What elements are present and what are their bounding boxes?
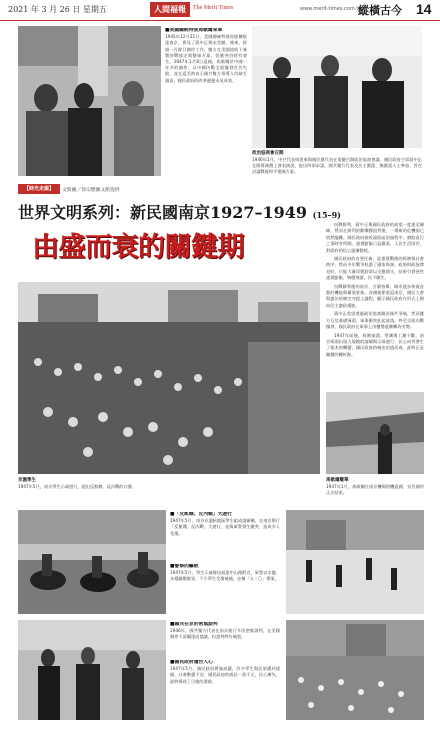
page-title xyxy=(18,200,341,223)
site-url: www.merit-times.com.tw xyxy=(300,6,363,12)
photo-marshall-departure xyxy=(326,392,424,474)
page-header xyxy=(0,0,440,21)
paragraph: 國民政府的首要任務，是重建戰後的經濟與社會秩序。然而多年戰爭耗盡了國家資源，政府財政捉襟見肘，只能大量印製鈔票以支應開支，結果引發惡性通貨膨脹，物價飛漲，民不聊生。 xyxy=(326,256,424,281)
caption-martial-law-text: 1947年5月，國民政府實施戒嚴，許多學生與民眾遭到逮捕，社會動盪不安，國民政府的威信一落千丈，民心漸失，最終導致了日後的潰敗。 xyxy=(170,666,280,684)
caption-departure: 1947年1月，馬歇爾在南京機場搭機返國，宣告調停正式結束。 xyxy=(326,484,424,496)
paragraph: 蔣中正希望透過政治協商解決國共爭端，然而雙方互信基礎薄弱，軍事衝突此起彼落，終至全面內戰爆發，國民政府在軍事上由優勢逐漸轉為劣勢。 xyxy=(326,311,424,330)
photo-street-protest xyxy=(286,510,424,614)
caption-martial-law xyxy=(170,660,280,720)
photo-talks xyxy=(18,620,166,720)
series-tag: 【時光走廊】 xyxy=(18,184,60,194)
page-number: 14 xyxy=(416,1,432,17)
photo-political-consultation xyxy=(252,26,422,148)
caption-negotiations-title: ■國共在京的密集談判 xyxy=(170,622,218,627)
photo-marshall-meeting xyxy=(18,26,161,176)
caption-marshall xyxy=(165,28,247,176)
page-title-text: 世界文明系列：新民國南京1927–1949 xyxy=(18,203,308,222)
caption-marshall-text: 1945年12月21日，美國總統特使馬歇爾抵達南京，會見了蔣中正與宋美齡。後來，經過一百餘日調停工作，雙方在美國協助下簽署停戰協定與整軍方案，但衝突仍時有發生。1947年1月8日返國，馬歇爾於中國一年多的調停，以中國內戰全面爆發宣告失敗，並在返美時表示國共雙方領導人均缺乏誠意，國民政府的改革遲遲未見成效。 xyxy=(165,34,247,83)
headline: 由盛而衰的關鍵期 xyxy=(32,232,244,263)
caption-marshall-title: ■美國總統特使馬歇爾來華 xyxy=(165,28,223,33)
newspaper-logo-english: The Merit Times xyxy=(193,5,234,11)
caption-police-dispersal xyxy=(170,564,280,612)
caption-students-label: 京滬學生 xyxy=(18,478,36,483)
caption-protest-march-text: 1947年5月，南京京滬杭地區學生組成請願團，在南京舉行「反飢餓、反內戰」大遊行，並與軍警發生衝突，造成多人受傷。 xyxy=(170,518,280,536)
newspaper-logo: 人間福報 xyxy=(150,2,190,17)
caption-political-consultation: 1946年1月，中共代表周恩來與國民黨代表在重慶召開政治協商會議，國民政府主席蔣中正在開幕典禮上發表演說，提出四項承諾，國共雙方代表及民主黨派、無黨派人士參加，旨在討論戰後和平建國方案。 xyxy=(252,157,422,175)
section-name: 縱橫古今 xyxy=(358,4,402,17)
caption-protest-march-title: ■「反飢餓、反內戰」大遊行 xyxy=(170,512,233,517)
issue-date: 2021 年 3 月 26 日 星期五 xyxy=(8,5,107,14)
paragraph: 抗戰勝利，蔣中正與國民政府的威望一度達至巔峰，然而在勝利的歡樂聲浪背後，一場新的危機卻已悄然醞釀。國民政府接收淪陷區的過程中，腐敗貪污之事時有所聞，通貨膨脹日益嚴重，人民生活困苦，對政府的信心逐漸動搖。 xyxy=(326,222,424,253)
caption-police-dispersal-title: ■警察的驅散 xyxy=(170,564,199,569)
caption-departure-label: 馬歇爾離華 xyxy=(326,478,349,483)
caption-negotiations xyxy=(170,622,280,656)
caption-police-dispersal-text: 1947年5月，學生示威隊伍抵達中山路附近，軍警以水龍、木棍驅散群眾，不少學生受傷被捕，史稱「五二〇」慘案。 xyxy=(170,570,280,582)
caption-negotiations-text: 1946年，國共雙方代表在南京進行多次密集談判，在美國調停下試圖達成協議，但談判終告破裂。 xyxy=(170,628,280,640)
paragraph: 抗戰勝利後的南京，百廢待舉，城市逐步恢復首都的機能與繁榮景象，各國使節重返南京，國民大會與憲法的制定亦提上議程，顯示國民政府在形式上朝向民主憲政邁進。 xyxy=(326,283,424,308)
photo-square xyxy=(286,620,424,720)
caption-martial-law-title: ■國民政府遷台人心 xyxy=(170,660,213,665)
photo-student-crowd xyxy=(18,282,320,474)
paragraph: 1947年前後，經濟崩潰、學潮與工潮不斷，南京街頭出現大規模的請願與示威遊行，民心向背發生了根本的轉變，國民政府的統治由盛而衰，此時正是關鍵的轉折點。 xyxy=(326,332,424,357)
series-number: (15–9) xyxy=(312,210,341,220)
caption-students: 1947年5月，南京學生示威遊行，提出反飢餓、反內戰的口號。 xyxy=(18,484,137,489)
photo-mounted-police xyxy=(18,510,166,614)
byline: 文與圖／徐宗懋圖文館提供 xyxy=(62,188,120,193)
photo-political-consultation-label: 政治協商會召開 xyxy=(252,151,284,156)
caption-protest-march xyxy=(170,512,280,562)
